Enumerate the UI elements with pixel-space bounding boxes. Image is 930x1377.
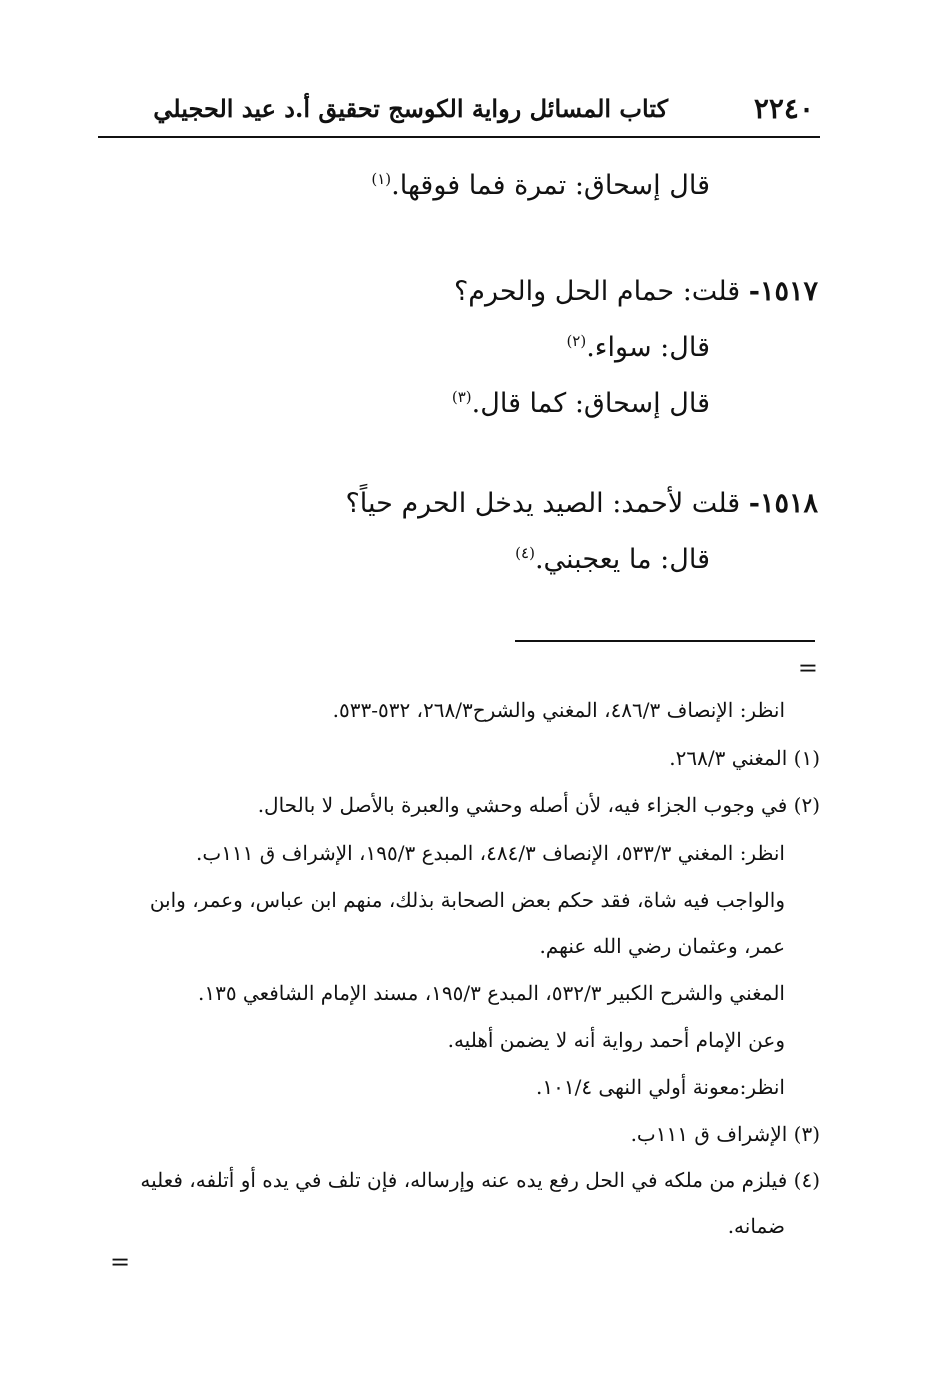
footnote-4: (٤) فيلزم من ملكه في الحل رفع يده عنه وإرساله، فإن تلف في يده أو أتلفه، فعليه xyxy=(140,1168,820,1192)
continuation-mark: = xyxy=(797,654,818,682)
footnote-2-line: المغني والشرح الكبير ٥٣٢/٣، المبدع ١٩٥/٣، مسند الإمام الشافعي ١٣٥. xyxy=(197,981,785,1005)
end-mark: = xyxy=(110,1248,131,1276)
entry-1517-ishaq xyxy=(452,388,710,419)
footnote-1: (١) المغني ٢٦٨/٣. xyxy=(669,746,820,770)
answer-text: قال: ما يعجبني. xyxy=(534,544,710,575)
footnote-ref: (٤) xyxy=(515,544,535,562)
footnote-ref: (١) xyxy=(371,170,392,188)
header-rule xyxy=(98,136,820,138)
footnote-ref: (٣) xyxy=(451,388,472,406)
footnote-ref: (٢) xyxy=(566,332,587,350)
footnote-2-line: وعن الإمام أحمد رواية أنه لا يضمن أهليه. xyxy=(447,1028,785,1052)
page-number: ٢٢٤٠ xyxy=(753,92,814,125)
answer-text: قال: سواء. xyxy=(586,332,710,363)
footnote-separator xyxy=(515,640,815,642)
footnote-continued: انظر: الإنصاف ٤٨٦/٣، المغني والشرح٢٦٨/٣، ٥٣٢-٥٣٣. xyxy=(332,698,785,722)
entry-1517-question xyxy=(454,276,818,307)
entry-number: ١٥١٨- xyxy=(748,488,818,519)
question-text: قلت: حمام الحل والحرم؟ xyxy=(453,276,741,307)
book-title: كتاب المسائل رواية الكوسج تحقيق أ.د عيد الحجيلي xyxy=(153,94,668,123)
question-text: قلت لأحمد: الصيد يدخل الحرم حياً؟ xyxy=(345,488,741,519)
entry-1518-question xyxy=(345,488,818,519)
ishaq-text: قال إسحاق: كما قال. xyxy=(471,388,710,419)
footnote-2-line: انظر: المغني ٥٣٣/٣، الإنصاف ٤٨٤/٣، المبدع ١٩٥/٣، الإشراف ق ١١١ب. xyxy=(196,841,785,865)
footnote-2: (٢) في وجوب الجزاء فيه، لأن أصله وحشي والعبرة بالأصل لا بالحال. xyxy=(257,793,820,817)
footnote-2-line: انظر:معونة أولي النهى ١٠١/٤. xyxy=(536,1075,785,1099)
ishaq-line xyxy=(371,170,710,201)
entry-1518-answer xyxy=(515,544,710,575)
footnote-4-line: ضمانه. xyxy=(727,1214,785,1238)
footnote-3: (٣) الإشراف ق ١١١ب. xyxy=(630,1122,820,1146)
running-header xyxy=(98,86,818,130)
entry-number: ١٥١٧- xyxy=(748,276,818,307)
footnote-2-line: والواجب فيه شاة، فقد حكم بعض الصحابة بذلك، منهم ابن عباس، وعمر، وابن xyxy=(149,888,785,912)
ishaq-text: قال إسحاق: تمرة فما فوقها. xyxy=(391,170,710,201)
footnote-2-line: عمر، وعثمان رضي الله عنهم. xyxy=(539,934,785,958)
entry-1517-answer xyxy=(566,332,710,363)
